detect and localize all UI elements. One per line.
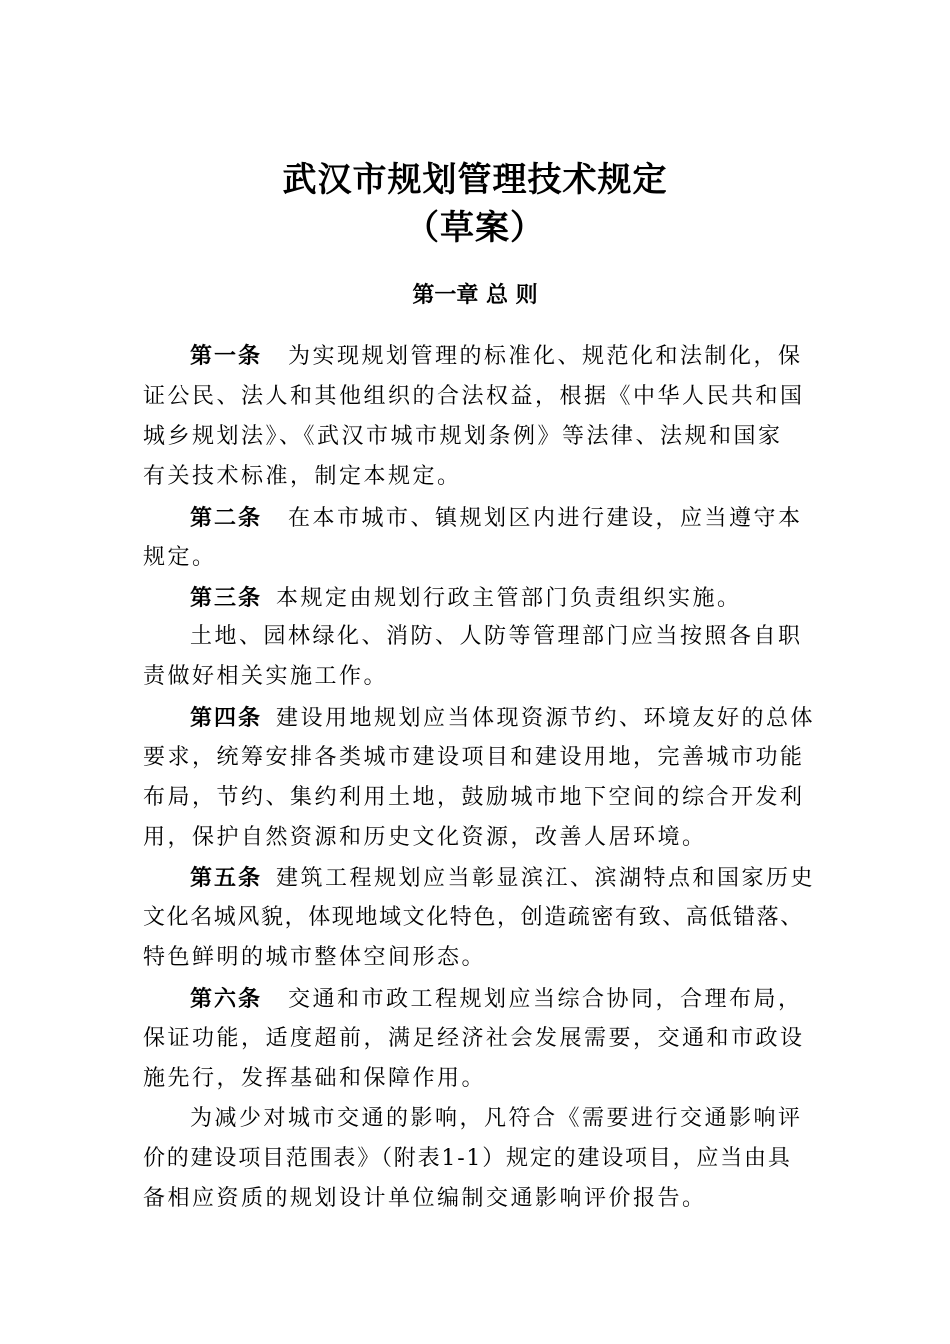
- article-1-label: 第一条: [190, 343, 263, 369]
- article-5-label: 第五条: [190, 865, 263, 891]
- article-5-line: [190, 863, 815, 894]
- chapter-heading: 第一章 总 则: [412, 282, 538, 308]
- article-2-line: 规定。: [143, 545, 217, 570]
- article-3-line: 责做好相关实施工作。: [143, 664, 389, 689]
- article-2-label: 第二条: [190, 505, 263, 531]
- article-6-label: 第六条: [190, 986, 263, 1012]
- article-6-line: 为减少对城市交通的影响，凡符合《需要进行交通影响评: [190, 1106, 803, 1131]
- article-1-line: [190, 341, 803, 372]
- article-4-line: 要求，统筹安排各类城市建设项目和建设用地，完善城市功能: [143, 745, 805, 770]
- article-4-line: 布局，节约、集约利用土地，鼓励城市地下空间的综合开发利: [143, 785, 805, 810]
- article-1-line: 有关技术标准，制定本规定。: [143, 464, 462, 489]
- article-6-line: [190, 984, 803, 1015]
- article-6-line: 备相应资质的规划设计单位编制交通影响评价报告。: [143, 1186, 707, 1211]
- document-subtitle: （草案）: [405, 208, 545, 248]
- article-2-text: 在本市城市、镇规划区内进行建设，应当遵守本: [288, 506, 803, 531]
- document-title: 武汉市规划管理技术规定: [282, 160, 668, 200]
- article-3-line: [190, 583, 742, 614]
- article-4-label: 第四条: [190, 705, 263, 731]
- article-3-text: 本规定由规划行政主管部门负责组织实施。: [276, 586, 742, 611]
- article-6-text: 交通和市政工程规划应当综合协同，合理布局，: [288, 987, 803, 1012]
- article-6-line: 价的建设项目范围表》（附表1-1）规定的建设项目，应当由具: [143, 1146, 792, 1171]
- article-4-line: 用，保护自然资源和历史文化资源，改善人居环境。: [143, 825, 707, 850]
- article-1-text: 为实现规划管理的标准化、规范化和法制化，保: [288, 344, 803, 369]
- article-6-line: 保证功能，适度超前，满足经济社会发展需要，交通和市政设: [143, 1026, 805, 1051]
- article-3-line: 土地、园林绿化、消防、人防等管理部门应当按照各自职: [190, 624, 803, 649]
- article-1-line: 证公民、法人和其他组织的合法权益，根据《中华人民共和国: [143, 384, 805, 409]
- article-6-line: 施先行，发挥基础和保障作用。: [143, 1066, 487, 1091]
- article-4-line: [190, 703, 815, 734]
- article-2-line: [190, 503, 803, 534]
- article-5-line: 特色鲜明的城市整体空间形态。: [143, 945, 487, 970]
- article-1-line: 城乡规划法》、《武汉市城市规划条例》等法律、法规和国家: [143, 424, 783, 449]
- article-5-line: 文化名城风貌，体现地域文化特色，创造疏密有致、高低错落、: [143, 905, 804, 930]
- article-5-text: 建筑工程规划应当彰显滨江、滨湖特点和国家历史: [276, 866, 816, 891]
- article-3-label: 第三条: [190, 585, 263, 611]
- article-4-text: 建设用地规划应当体现资源节约、环境友好的总体: [276, 706, 816, 731]
